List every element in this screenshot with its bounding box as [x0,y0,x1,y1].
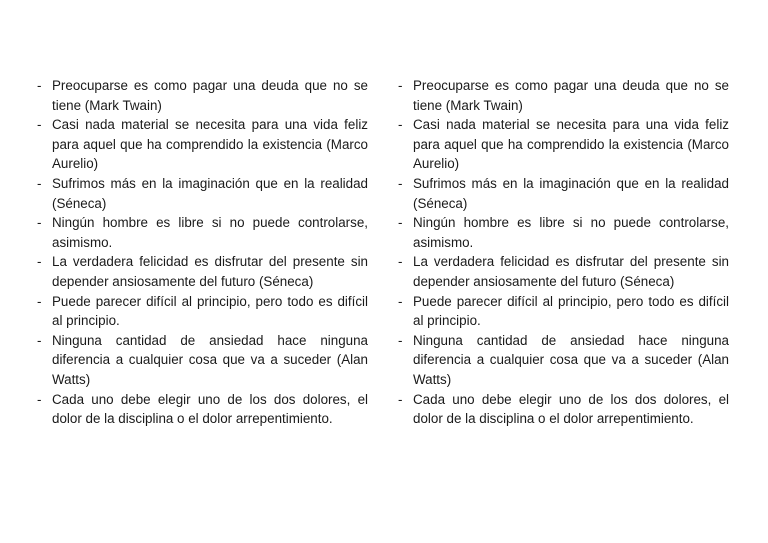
list-item [37,174,368,213]
list-item [37,292,368,331]
quote-text: Preocuparse es como pagar una deuda que no se tiene (Mark Twain) [413,78,729,113]
list-item [37,390,368,429]
bullet-dash: - [37,332,42,348]
list-item [398,115,729,174]
quote-text: Casi nada material se necesita para una vida feliz para aquel que ha comprendido la existencia (Marco Aurelio) [413,117,729,172]
list-item [37,213,368,252]
quote-text: Cada uno debe elegir uno de los dos dolores, el dolor de la disciplina o el dolor arrepentimiento. [413,391,729,427]
quote-text: Ningún hombre es libre si no puede controlarse, asimismo. [413,215,729,250]
bullet-dash: - [398,215,403,231]
quote-text: Puede parecer difícil al principio, pero todo es difícil al principio. [413,293,729,329]
bullet-dash: - [37,215,42,231]
list-item [398,331,729,390]
quote-text: Preocuparse es como pagar una deuda que no se tiene (Mark Twain) [52,78,368,113]
quote-text: Sufrimos más en la imaginación que en la realidad (Séneca) [413,175,729,211]
list-item [37,331,368,390]
bullet-dash: - [37,293,42,309]
quote-text: Cada uno debe elegir uno de los dos dolores, el dolor de la disciplina o el dolor arrepentimiento. [52,391,368,427]
quote-text: Sufrimos más en la imaginación que en la realidad (Séneca) [52,175,368,211]
quote-text: La verdadera felicidad es disfrutar del presente sin depender ansiosamente del futuro (Séneca) [52,254,368,289]
bullet-dash: - [37,117,42,133]
list-item [37,252,368,291]
bullet-dash: - [398,332,403,348]
bullet-dash: - [398,175,403,191]
list-item [398,390,729,429]
bullet-dash: - [398,117,403,133]
quote-list [398,76,729,429]
list-item [37,115,368,174]
list-item [398,174,729,213]
bullet-dash: - [398,293,403,309]
bullet-dash: - [398,391,403,407]
bullet-dash: - [37,391,42,407]
bullet-dash: - [398,254,403,270]
quote-text: Ningún hombre es libre si no puede controlarse, asimismo. [52,215,368,250]
quote-column-right [398,76,729,429]
bullet-dash: - [37,254,42,270]
list-item [398,213,729,252]
list-item [398,292,729,331]
bullet-dash: - [37,78,42,93]
quote-text: Ninguna cantidad de ansiedad hace ninguna diferencia a cualquier cosa que va a suceder (Alan Watts) [413,332,729,387]
quote-text: Puede parecer difícil al principio, pero todo es difícil al principio. [52,293,368,329]
list-item [398,76,729,115]
quote-list [37,76,368,429]
quote-text: Casi nada material se necesita para una vida feliz para aquel que ha comprendido la existencia (Marco Aurelio) [52,117,368,172]
list-item [398,252,729,291]
bullet-dash: - [37,175,42,191]
quote-text: La verdadera felicidad es disfrutar del presente sin depender ansiosamente del futuro (Séneca) [413,254,729,289]
quote-column-left [37,76,368,429]
list-item [37,76,368,115]
bullet-dash: - [398,78,403,93]
quote-text: Ninguna cantidad de ansiedad hace ninguna diferencia a cualquier cosa que va a suceder (Alan Watts) [52,332,368,387]
